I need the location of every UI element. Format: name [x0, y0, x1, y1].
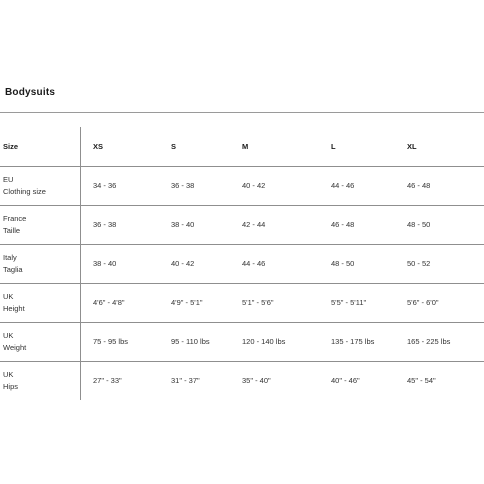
table-cell: 44 - 46	[331, 181, 355, 190]
header-size-xs: XS	[93, 141, 104, 151]
table-cell: 35" - 40"	[242, 376, 271, 385]
table-cell: 5'6" - 6'0"	[407, 298, 439, 307]
table-cell: 31" - 37"	[171, 376, 200, 385]
table-cell: 4'6" - 4'8"	[93, 298, 125, 307]
row-label	[3, 291, 25, 315]
row-label-line-1: France	[3, 214, 27, 223]
table-cell: 45" - 54"	[407, 376, 436, 385]
header-size-s: S	[171, 141, 177, 151]
header-size-xl: XL	[407, 141, 417, 151]
table-cell: 40" - 46"	[331, 376, 360, 385]
table-cell: 38 - 40	[93, 259, 117, 268]
table-cell: 50 - 52	[407, 259, 431, 268]
table-cell: 48 - 50	[407, 220, 431, 229]
table-row-uk-height	[0, 283, 484, 322]
table-header-row	[0, 127, 484, 166]
row-label	[3, 174, 46, 198]
table-cell: 4'9" - 5'1"	[171, 298, 203, 307]
table-cell: 120 - 140 lbs	[242, 337, 286, 346]
row-label	[3, 330, 26, 354]
table-cell: 34 - 36	[93, 181, 117, 190]
row-label	[3, 213, 26, 237]
row-label-line-2: Weight	[3, 343, 27, 352]
row-label	[3, 369, 18, 393]
size-table	[0, 127, 484, 400]
table-cell: 38 - 40	[171, 220, 195, 229]
table-cell: 27" - 33"	[93, 376, 122, 385]
title-divider	[0, 112, 484, 113]
table-cell: 36 - 38	[93, 220, 117, 229]
table-cell: 95 - 110 lbs	[171, 337, 210, 346]
table-row-eu	[0, 166, 484, 205]
table-cell: 46 - 48	[407, 181, 431, 190]
table-cell: 5'5" - 5'11"	[331, 298, 367, 307]
row-label-line-1: EU	[3, 175, 14, 184]
row-label-line-1: UK	[3, 292, 14, 301]
page-title: Bodysuits	[5, 87, 56, 98]
table-row-uk-weight	[0, 322, 484, 361]
table-cell: 40 - 42	[171, 259, 195, 268]
table-cell: 46 - 48	[331, 220, 355, 229]
header-size-l: L	[331, 141, 336, 151]
table-cell: 48 - 50	[331, 259, 355, 268]
table-cell: 40 - 42	[242, 181, 266, 190]
table-row-italy	[0, 244, 484, 283]
table-row-france	[0, 205, 484, 244]
table-cell: 165 - 225 lbs	[407, 337, 451, 346]
row-label-line-1: Italy	[3, 253, 17, 262]
row-label-line-2: Taille	[3, 226, 21, 235]
header-size-m: M	[242, 141, 249, 151]
table-cell: 42 - 44	[242, 220, 266, 229]
table-cell: 44 - 46	[242, 259, 266, 268]
table-cell: 5'1" - 5'6"	[242, 298, 274, 307]
row-label	[3, 252, 23, 276]
header-size-label: Size	[3, 141, 19, 151]
row-label-line-2: Hips	[3, 382, 19, 391]
row-label-line-1: UK	[3, 331, 14, 340]
table-cell: 75 - 95 lbs	[93, 337, 129, 346]
row-label-line-1: UK	[3, 370, 14, 379]
table-row-uk-hips	[0, 361, 484, 400]
table-cell: 135 - 175 lbs	[331, 337, 375, 346]
row-label-line-2: Taglia	[3, 265, 23, 274]
row-label-line-2: Height	[3, 304, 25, 313]
row-label-line-2: Clothing size	[3, 187, 46, 196]
table-cell: 36 - 38	[171, 181, 195, 190]
